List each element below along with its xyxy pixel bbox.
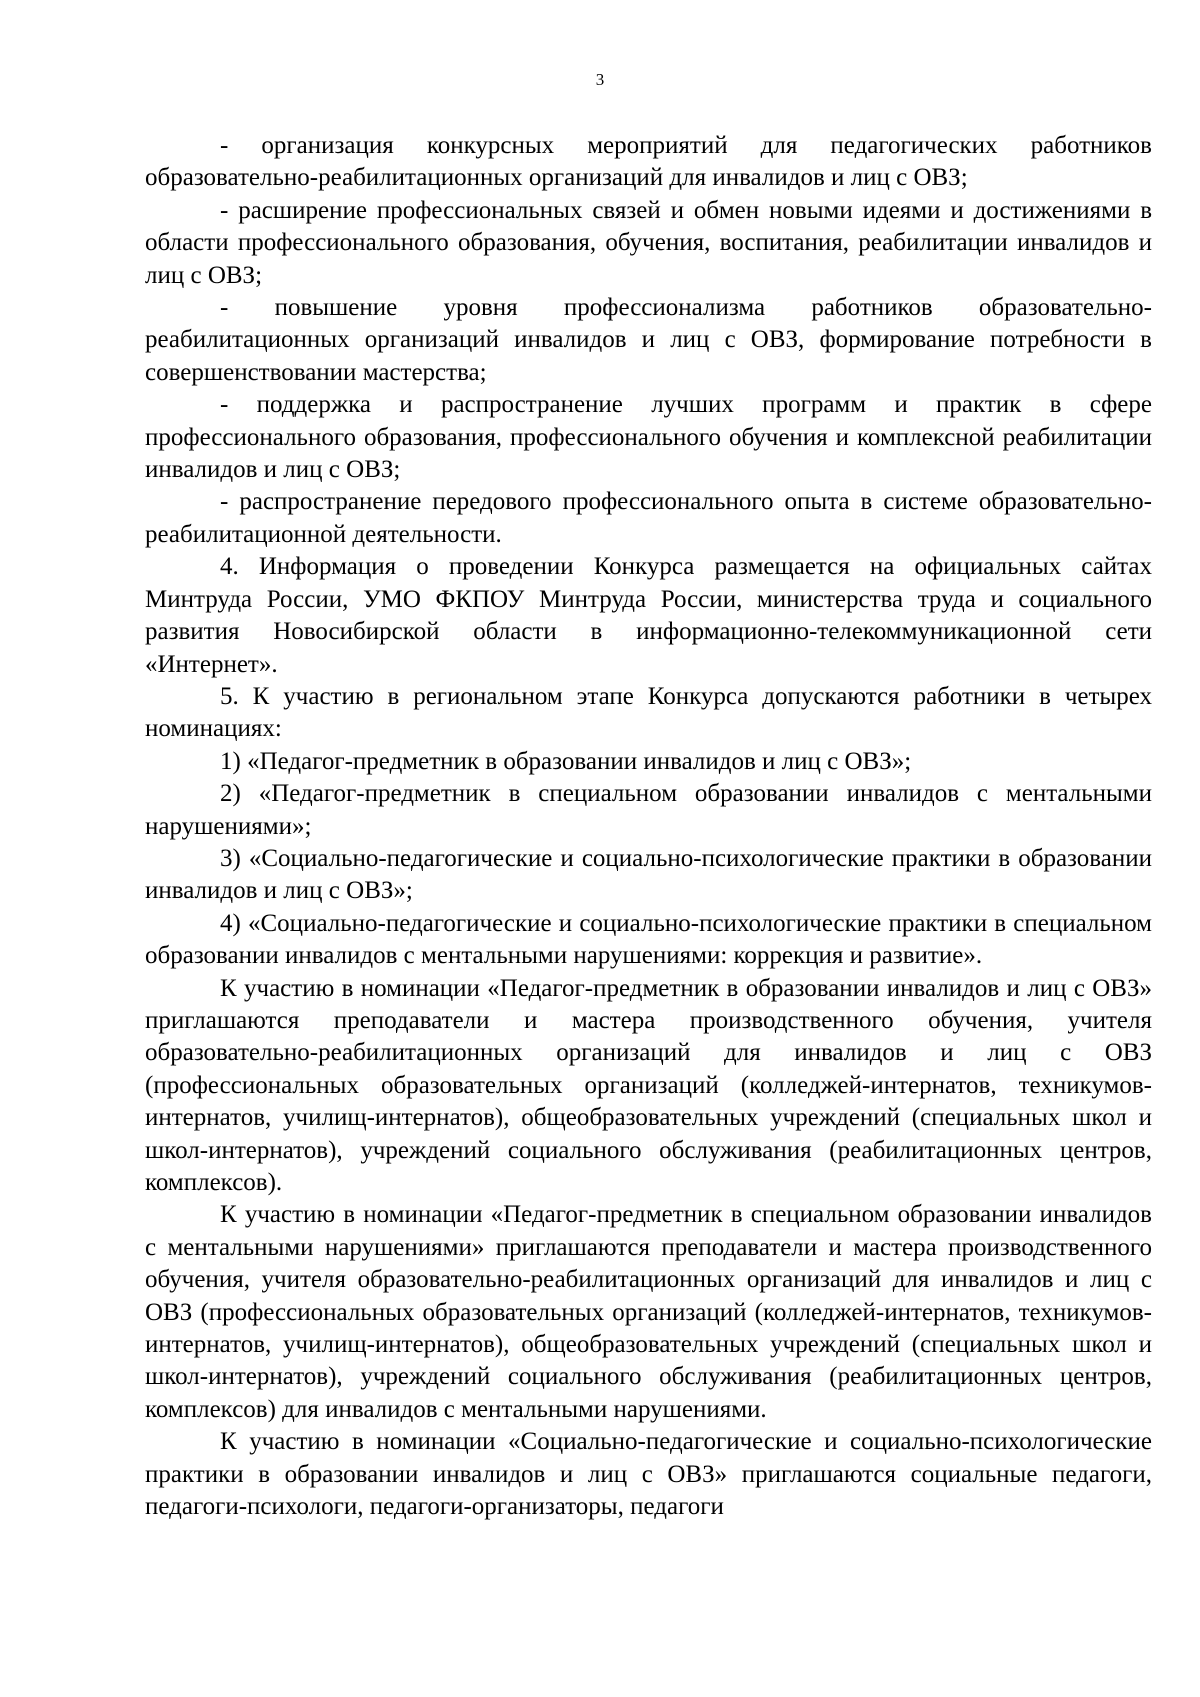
document-body	[145, 130, 1152, 1523]
page-number: 3	[595, 70, 605, 89]
goal-item-connections: - расширение профессиональных связей и обмен новыми идеями и достижениями в области профессионального образования, обучения, воспитания, реабилитации инвалидов и лиц с ОВЗ;	[145, 196, 1152, 289]
nomination-2-participants: К участию в номинации «Педагог-предметник в специальном образовании инвалидов с ментальными нарушениями» приглашаются преподаватели и мастера производственного обучения, учителя образовательно-реабилитационных организаций для инвалидов и лиц с ОВЗ (профессиональных образовательных организаций (колледжей-интернатов, техникумов-интернатов, училищ-интернатов), общеобразовательных учреждений (специальных школ и школ-интернатов), учреждений социального обслуживания (реабилитационных центров, комплексов) для инвалидов с ментальными нарушениями.	[145, 1201, 1152, 1423]
nomination-3-participants: К участию в номинации «Социально-педагогические и социально-психологические практики в образовании инвалидов и лиц с ОВЗ» приглашаются социальные педагоги, педагоги-психологи, педагоги-организаторы, педагоги	[145, 1428, 1152, 1521]
nomination-3: 3) «Социально-педагогические и социально-психологические практики в образовании инвалидов и лиц с ОВЗ»;	[145, 844, 1152, 905]
nomination-2: 2) «Педагог-предметник в специальном образовании инвалидов с ментальными нарушениями»;	[145, 780, 1152, 840]
goal-item-experience: - распространение передового профессионального опыта в системе образовательно-реабилитационной деятельности.	[145, 488, 1152, 548]
nomination-1: 1) «Педагог-предметник в образовании инвалидов и лиц с ОВЗ»;	[220, 747, 912, 775]
goal-item-professionalism: - повышение уровня профессионализма работников образовательно-реабилитационных организаций инвалидов и лиц с ОВЗ, формирование потребности в совершенствовании мастерства;	[145, 294, 1152, 386]
goal-item-contests: - организация конкурсных мероприятий для педагогических работников образовательно-реабилитационных организаций для инвалидов и лиц с ОВЗ;	[145, 132, 1152, 192]
nomination-1-participants: К участию в номинации «Педагог-предметник в образовании инвалидов и лиц с ОВЗ» приглашаются преподаватели и мастера производственного обучения, учителя образовательно-реабилитационных организаций для инвалидов и лиц с ОВЗ (профессиональных образовательных организаций (колледжей-интернатов, техникумов-интернатов, училищ-интернатов), общеобразовательных учреждений (специальных школ и школ-интернатов), учреждений социального обслуживания (реабилитационных центров, комплексов).	[145, 974, 1152, 1196]
clause-4-information: 4. Информация о проведении Конкурса размещается на официальных сайтах Минтруда России, УМО ФКПОУ Минтруда России, министерства труда и социального развития Новосибирской области в информационно-телекоммуникационной сети «Интернет».	[145, 553, 1152, 678]
nomination-4: 4) «Социально-педагогические и социально-психологические практики в специальном образовании инвалидов с ментальными нарушениями: коррекция и развитие».	[145, 909, 1152, 970]
goal-item-best-practices: - поддержка и распространение лучших программ и практик в сфере профессионального образования, профессионального обучения и комплексной реабилитации инвалидов и лиц с ОВЗ;	[145, 391, 1152, 484]
clause-5-participation: 5. К участию в региональном этапе Конкурса допускаются работники в четырех номинациях:	[145, 682, 1152, 743]
